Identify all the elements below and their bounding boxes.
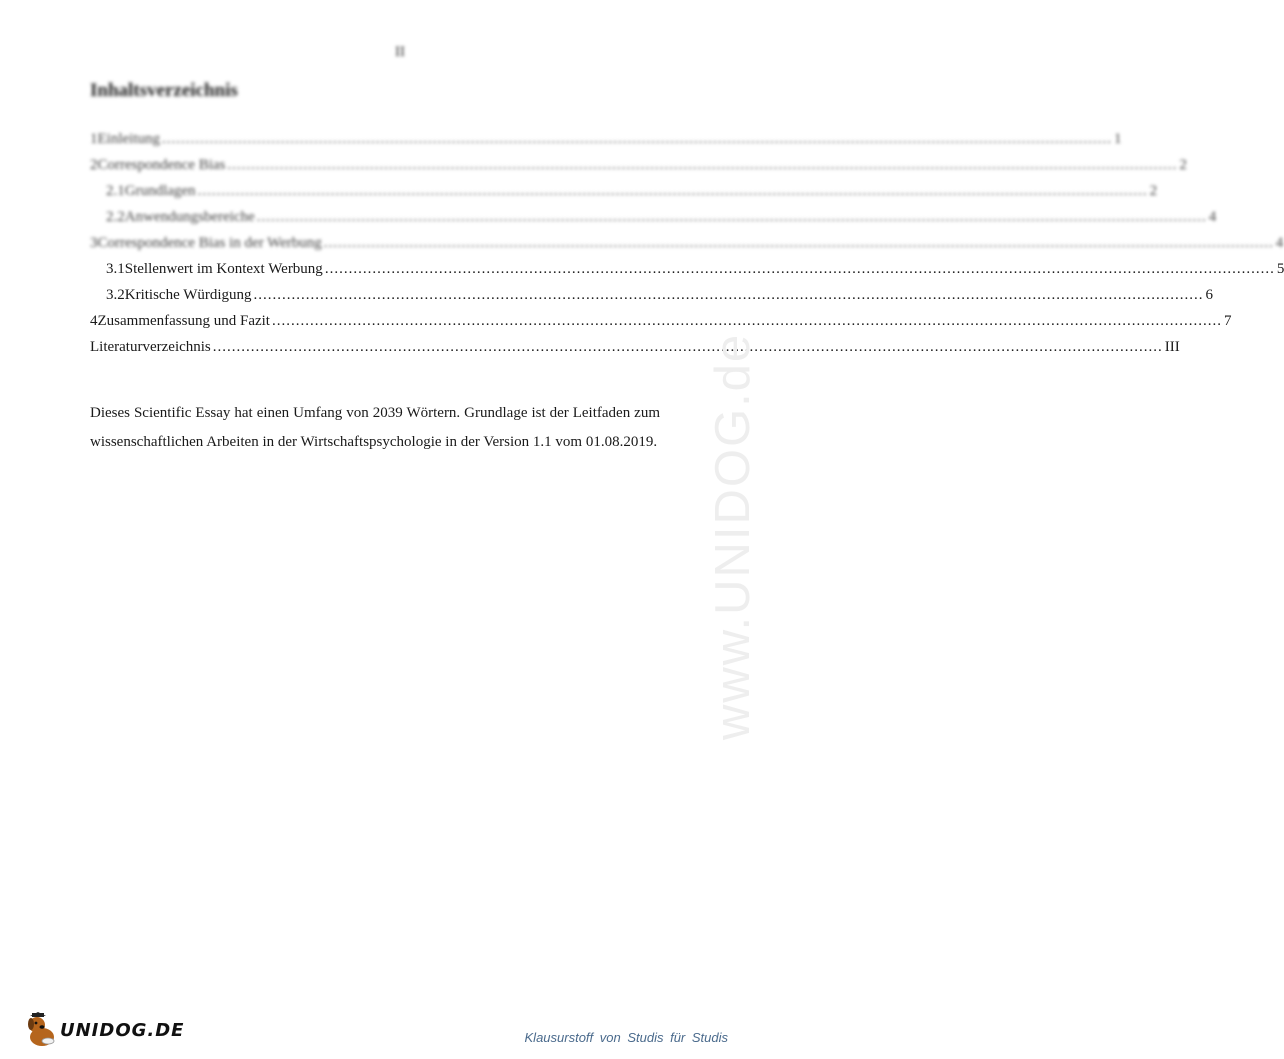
toc-entry-number: 3 xyxy=(90,235,98,251)
toc-entry-title: Correspondence Bias xyxy=(97,157,226,173)
toc-entry-page: 4 xyxy=(1275,235,1284,251)
toc-leader-dots xyxy=(257,204,1207,230)
footer-tagline: Klausurstoff von Studis für Studis xyxy=(524,1030,728,1045)
toc-entry-page: 6 xyxy=(1205,287,1214,303)
toc-entry xyxy=(90,334,1180,360)
toc-leader-dots xyxy=(213,334,1163,360)
toc-heading: Inhaltsverzeichnis xyxy=(90,80,238,101)
toc-entry-title: Kritische Würdigung xyxy=(124,287,252,303)
toc-entry-page: III xyxy=(1164,339,1180,355)
toc-entry-number: 3.1 xyxy=(106,261,125,277)
toc-entry-number: 2.2 xyxy=(106,209,125,225)
toc-entry-number: 4 xyxy=(90,313,98,329)
toc-entry-page: 4 xyxy=(1208,209,1217,225)
toc-entry-title: Anwendungsbereiche xyxy=(124,209,255,225)
toc-entry xyxy=(90,282,1214,308)
page-number: II xyxy=(395,44,405,60)
logo-text: UNIDOG.DE xyxy=(60,1019,185,1041)
toc-leader-dots xyxy=(254,282,1204,308)
toc-entry-title: Literaturverzeichnis xyxy=(90,339,211,355)
toc-entry-title: Correspondence Bias in der Werbung xyxy=(97,235,322,251)
toc-entry-page: 7 xyxy=(1223,313,1232,329)
dog-mascot-icon xyxy=(22,1010,62,1050)
toc-leader-dots xyxy=(227,152,1177,178)
toc-entry-title: Grundlagen xyxy=(124,183,196,199)
toc-entry xyxy=(90,152,1187,178)
toc-entry-page: 5 xyxy=(1276,261,1284,277)
toc-leader-dots xyxy=(198,178,1148,204)
toc-entry xyxy=(90,204,1217,230)
toc-leader-dots xyxy=(272,308,1222,334)
word-count-note: Dieses Scientific Essay hat einen Umfang von 2039 Wörtern. Grundlage ist der Leitfaden zum wissenschaftlichen Arbeiten in der Wirtschaftspsychologie in der Version 1.1 vom 01.08.2019. xyxy=(90,405,660,450)
toc-entry xyxy=(90,178,1158,204)
toc-entry xyxy=(90,126,1122,152)
toc-entry xyxy=(90,308,1232,334)
unidog-logo xyxy=(22,1010,184,1050)
toc-entry xyxy=(90,230,1284,256)
toc-entry-title: Zusammenfassung und Fazit xyxy=(97,313,270,329)
toc-entry-title: Stellenwert im Kontext Werbung xyxy=(124,261,323,277)
toc-entry-page: 2 xyxy=(1179,157,1187,173)
toc-entry-number: 1 xyxy=(90,131,98,147)
watermark: www.UNIDOG.de xyxy=(706,332,760,740)
toc-leader-dots xyxy=(162,126,1112,152)
toc-leader-dots xyxy=(324,230,1274,256)
toc-entry xyxy=(90,256,1284,282)
toc-entry-page: 2 xyxy=(1149,183,1158,199)
toc-entry-number: 2.1 xyxy=(106,183,125,199)
table-of-contents xyxy=(90,126,1284,360)
toc-entry-number: 2 xyxy=(90,157,98,173)
toc-entry-title: Einleitung xyxy=(97,131,160,147)
toc-entry-page: 1 xyxy=(1114,131,1122,147)
toc-leader-dots xyxy=(325,256,1275,282)
toc-entry-number: 3.2 xyxy=(106,287,125,303)
